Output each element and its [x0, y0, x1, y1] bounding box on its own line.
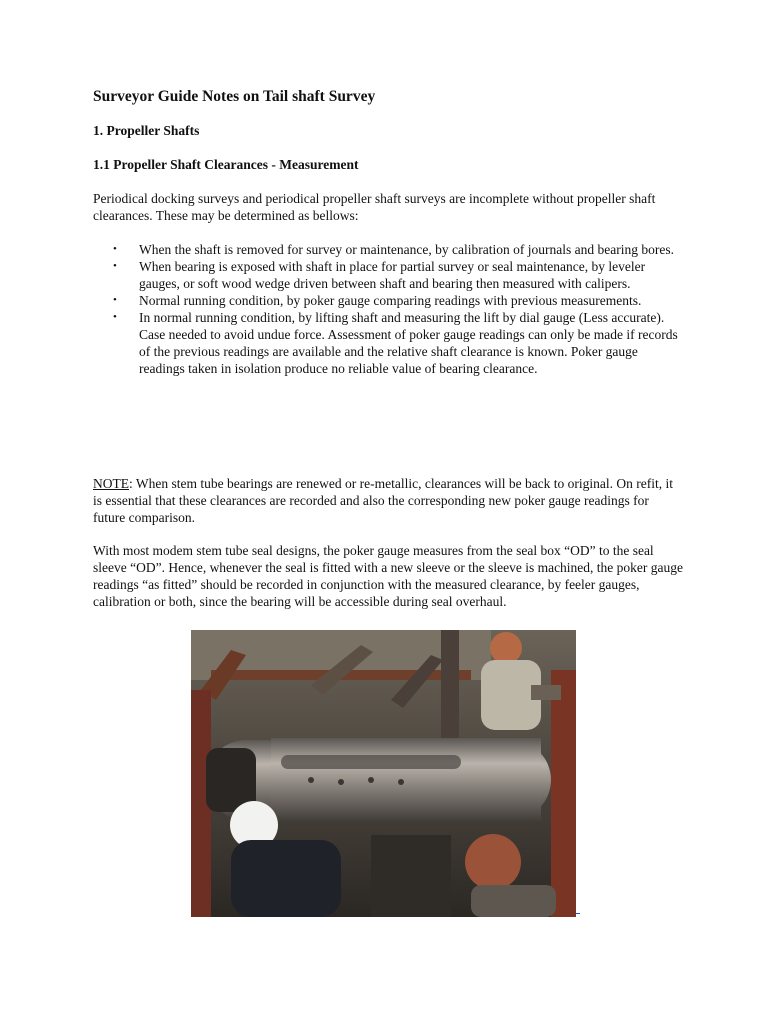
methods-list	[93, 241, 683, 377]
intro-paragraph: Periodical docking surveys and periodical propeller shaft surveys are incomplete without propeller shaft clearances. These may be determined as bellows:	[93, 191, 656, 223]
list-item: • When the shaft is removed for survey or maintenance, by calibration of journals and bearing bores.	[113, 242, 674, 257]
list-item: • Normal running condition, by poker gauge comparing readings with previous measurements.	[113, 293, 642, 308]
seal-paragraph: With most modem stem tube seal designs, the poker gauge measures from the seal box “OD” to the seal sleeve “OD”. Hence, whenever the seal is fitted with a new sleeve or the sleeve is machined, the poker gauge readings “as fitted” should be recorded in conjunction with the measured clearance, by feeler gauges, calibration or both, since the bearing will be accessible during seal overhaul.	[93, 543, 684, 609]
link-underline	[576, 913, 580, 914]
bullet-icon: •	[113, 294, 117, 306]
bullet-icon: •	[113, 243, 117, 255]
subsection-heading-clearances: 1.1 Propeller Shaft Clearances - Measurement	[93, 157, 359, 172]
note-paragraph	[93, 475, 683, 526]
bullet-icon: •	[113, 260, 117, 272]
list-item: • When bearing is exposed with shaft in place for partial survey or seal maintenance, by leveler gauges, or soft wood wedge driven between shaft and bearing then measured with calipers.	[113, 259, 646, 291]
list-item: • In normal running condition, by lifting shaft and measuring the lift by dial gauge (Less accurate). Case needed to avoid undue force. Assessment of poker gauge readings can only be made if records of the previous readings are available and the relative shaft clearance is known. Poker gauge readings taken in isolation produce no reliable value of bearing clearance.	[113, 310, 678, 376]
note-label: NOTE	[93, 476, 129, 491]
section-heading-propeller-shafts: 1. Propeller Shafts	[93, 123, 200, 138]
document-title: Surveyor Guide Notes on Tail shaft Survey	[93, 88, 376, 105]
tail-shaft-photo	[191, 630, 576, 917]
note-text: : When stem tube bearings are renewed or re-metallic, clearances will be back to original. On refit, it is essential that these clearances are recorded and also the corresponding new poker gauge readings for future comparison.	[93, 476, 674, 525]
bullet-icon: •	[113, 311, 117, 323]
